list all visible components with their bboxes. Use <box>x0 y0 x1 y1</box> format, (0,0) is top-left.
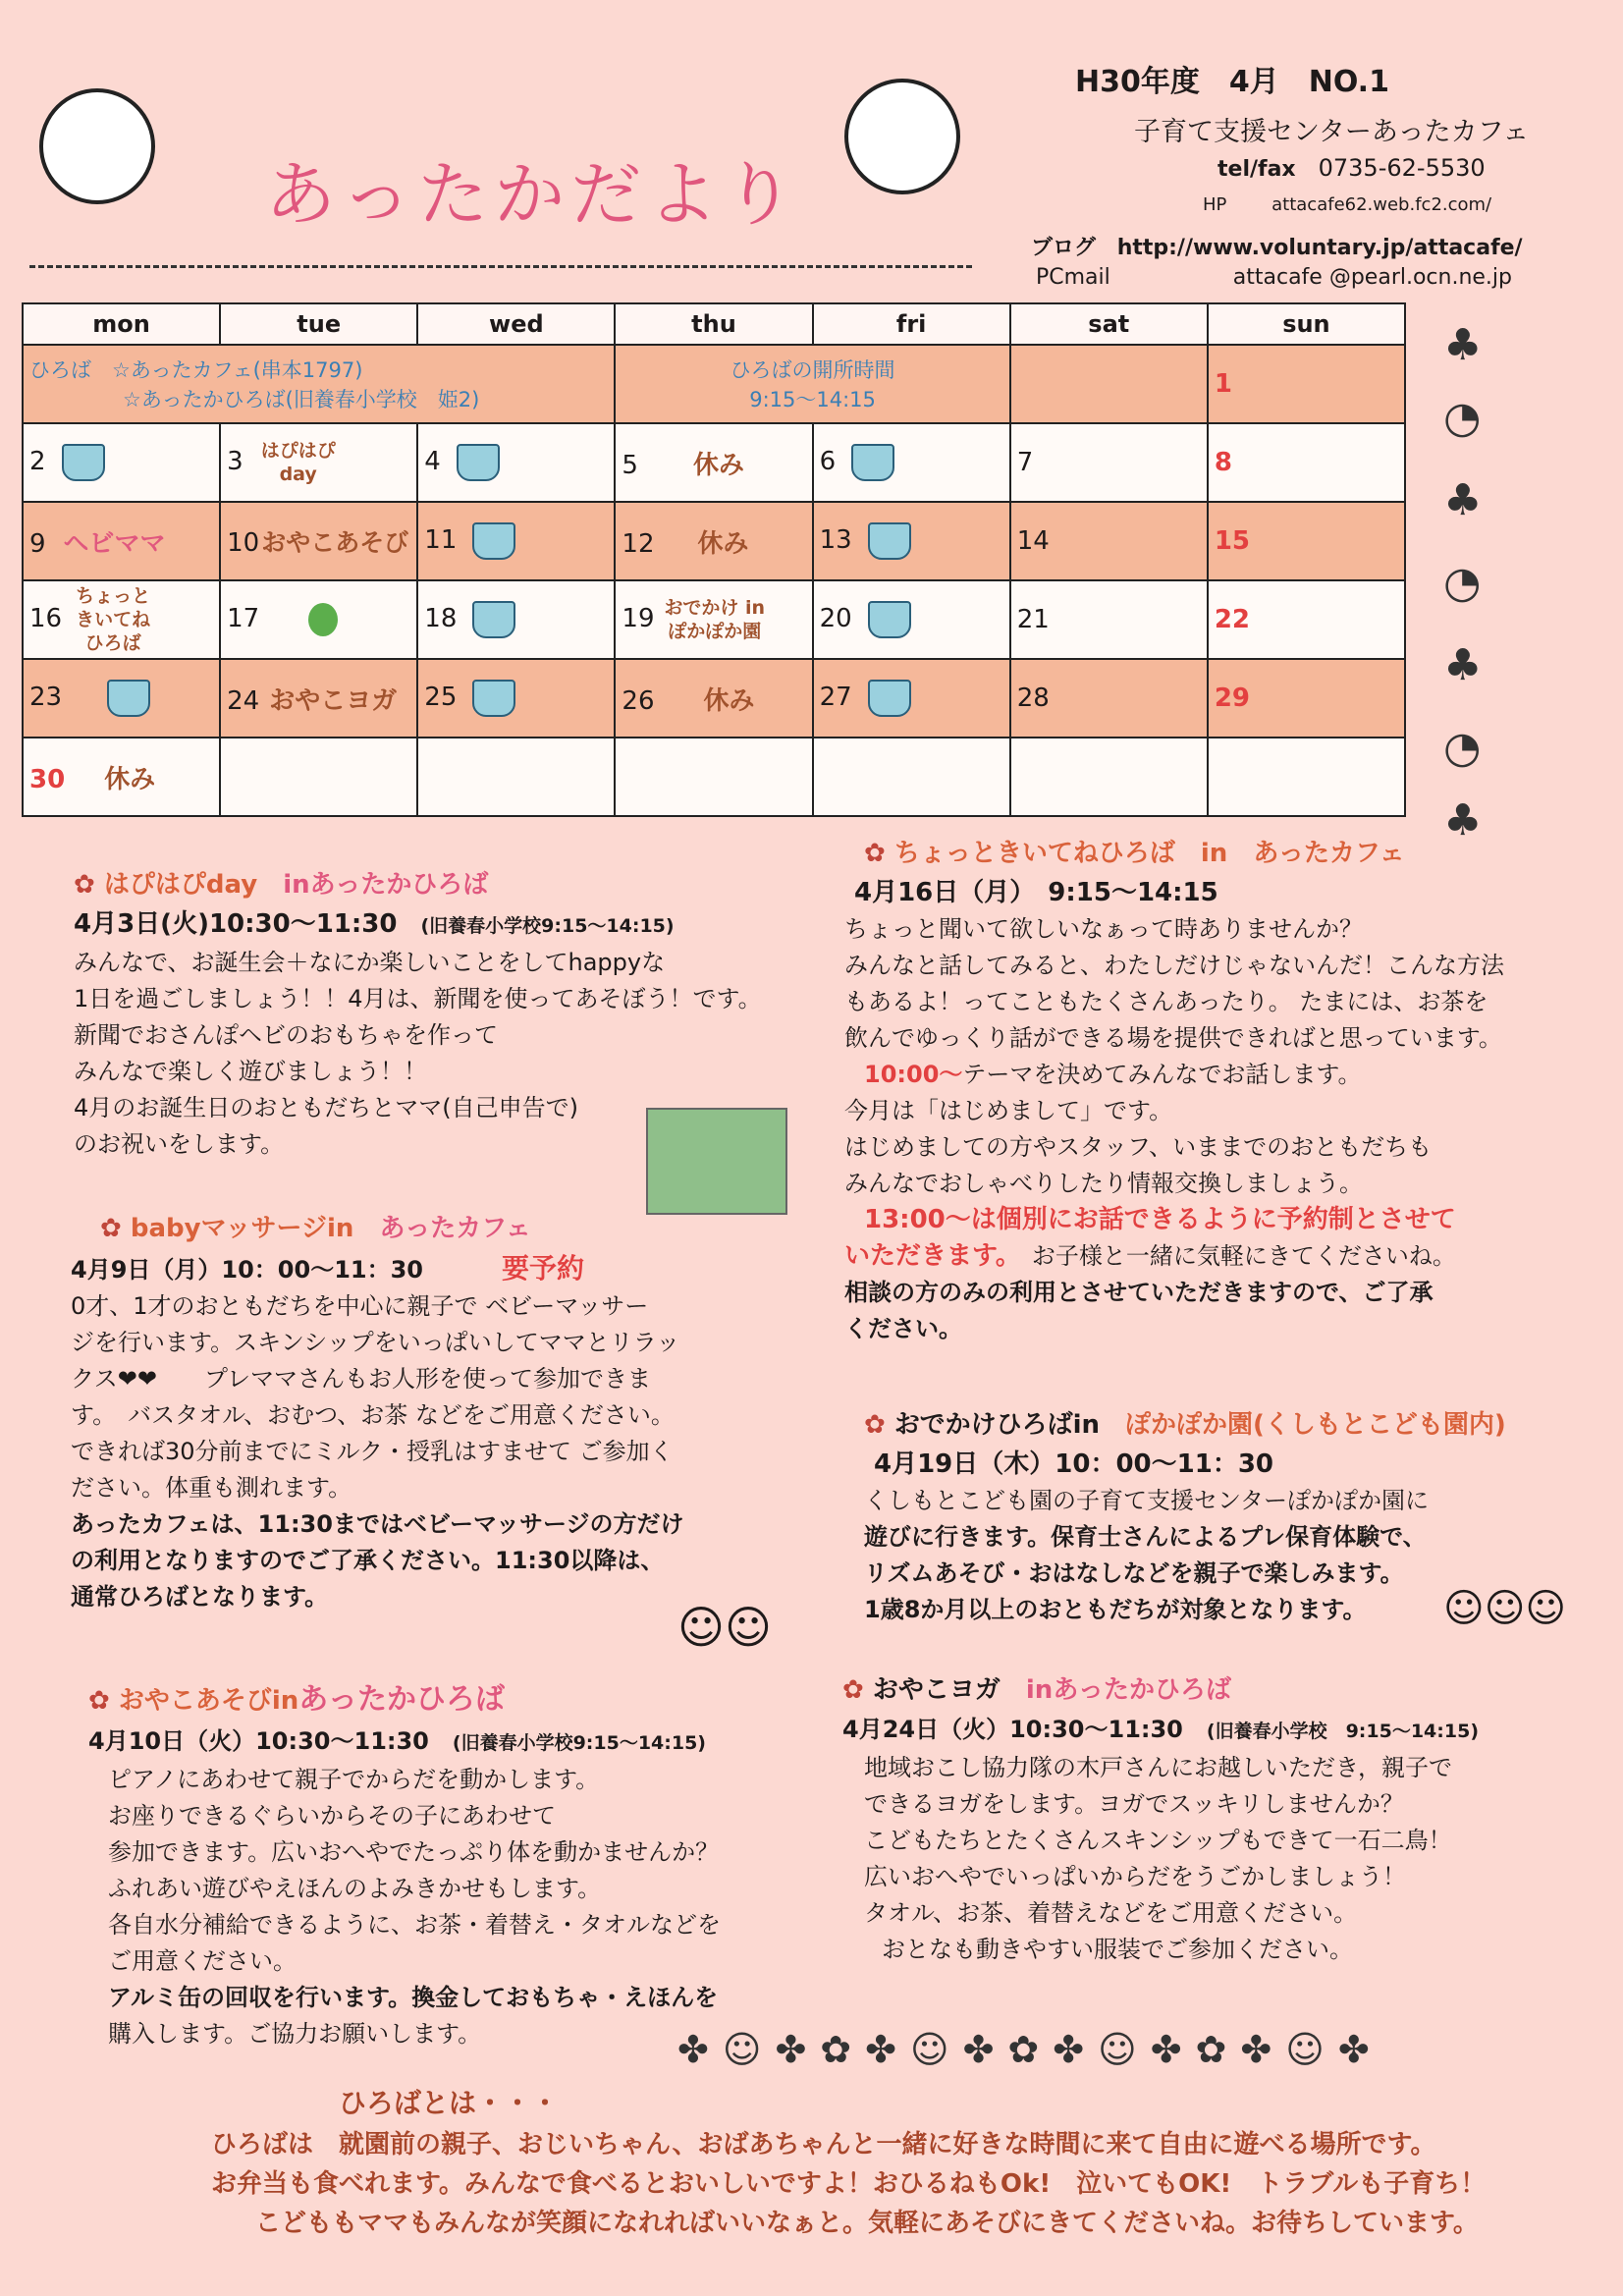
hp-row <box>1203 194 1491 215</box>
closed-label: 休み <box>703 685 755 716</box>
hp-url[interactable]: attacafe62.web.fc2.com/ <box>1271 194 1492 215</box>
cal-cell-16 <box>23 580 220 659</box>
date-note: (旧養春小学校9:15〜14:15) <box>452 1732 706 1754</box>
event-line1: ちょっと <box>76 585 151 607</box>
blog-label: ブログ <box>1031 236 1097 260</box>
flower-icon: ✿ <box>864 1410 886 1440</box>
event-label: ヘビママ <box>63 528 166 559</box>
reservation-required: 要予約 <box>502 1252 585 1285</box>
clover-strawberry-decoration <box>1443 320 1483 846</box>
cal-cell-empty <box>813 738 1010 816</box>
event-line2: ぽかぽか園 <box>668 621 762 642</box>
body-line: ださい。体重も測れます。 <box>71 1474 352 1502</box>
clover-icon: ♣ <box>1443 640 1483 690</box>
date-number: 14 <box>1016 526 1050 556</box>
section-chotto-kiitene <box>844 833 1591 1347</box>
cal-cell-26 <box>615 659 812 738</box>
body-line: あったカフェは、11:30まではベビーマッサージの方だけ <box>71 1510 684 1538</box>
newsletter-title: あったかだより <box>265 153 801 236</box>
hiroba-explanation <box>211 2084 1605 2243</box>
cal-cell-empty <box>1208 738 1405 816</box>
body-line: こどもたちとたくさんスキンシップもできて一石二鳥！ <box>864 1827 1452 1854</box>
body-line: おとなも動きやすい服装でご参加ください。 <box>882 1936 1353 1963</box>
body-line: 4月のお誕生日のおともだちとママ(自己申告で) <box>74 1094 578 1121</box>
baby-photo <box>646 1108 787 1215</box>
body-line: 遊びに行きます。保育士さんによるプレ保育体験で、 <box>864 1523 1427 1551</box>
section-heading <box>88 1674 844 1718</box>
body-line: 広いおへやでいっぱいからだをうごかしましょう！ <box>864 1863 1406 1890</box>
day-header-fri: fri <box>813 303 1010 345</box>
blog-row <box>1031 231 1523 261</box>
event-line2: day <box>279 464 317 485</box>
day-header-thu: thu <box>615 303 812 345</box>
date-number: 26 <box>622 685 655 716</box>
section-heading <box>864 1404 1591 1441</box>
cal-cell-7 <box>1010 423 1208 502</box>
body-line: クス❤❤ プレママさんもお人形を使って参加できま <box>71 1365 652 1393</box>
tel-label: tel/fax <box>1217 157 1296 182</box>
heading-location: ぽかぽか園(くしもとこども園内) <box>1125 1410 1506 1440</box>
cal-cell-10 <box>220 502 417 580</box>
section-baby-massage <box>71 1208 827 1615</box>
heading-text: おでかけひろばin <box>893 1410 1101 1440</box>
body-line: アルミ缶の回収を行います。換金しておもちゃ・えほんを <box>108 1984 719 2011</box>
closed-label: 休み <box>692 450 744 480</box>
event-label: おやこあそび <box>261 528 409 557</box>
body-line: タオル、お茶、着替えなどをご用意ください。 <box>864 1899 1358 1927</box>
section-oyako-yoga <box>842 1669 1598 1968</box>
cal-cell-29 <box>1208 659 1405 738</box>
section-heading <box>842 1669 1598 1706</box>
flower-border-decoration <box>29 265 972 268</box>
body-line: もあるよ！ってこともたくさんあったり。 たまには、お茶を <box>844 988 1488 1015</box>
body-line: みんなでおしゃべりしたり情報交換しましょう。 <box>844 1170 1363 1197</box>
tel-number: 0735-62-5530 <box>1318 154 1486 182</box>
date-text: 4月3日(火)10:30〜11:30 <box>74 909 398 939</box>
opening-hours-time: 9:15〜14:15 <box>749 388 876 411</box>
body-highlight: いただきます。 <box>844 1241 1008 1271</box>
event-date <box>88 1723 844 1762</box>
body-line <box>844 1238 1591 1275</box>
heading-text: おやこヨガ <box>872 1675 1001 1705</box>
cafe-cup-icon <box>472 601 515 638</box>
cafe-cup-icon <box>107 680 150 717</box>
date-number: 4 <box>424 447 441 476</box>
body-line: のお祝いをします。 <box>74 1130 285 1158</box>
cal-cell-8 <box>1208 423 1405 502</box>
body-line: す。 バスタオル、おむつ、お茶 などをご用意ください。 <box>71 1401 675 1429</box>
cal-cell-1 <box>1208 345 1405 423</box>
event-date <box>74 906 820 945</box>
cal-cell-17 <box>220 580 417 659</box>
body-line: 1歳8か月以上のおともだちが対象となります。 <box>864 1596 1367 1623</box>
explanation-line: こどももママもみんなが笑顔になれればいいなぁと。気軽にあそびにきてくださいね。お待ちしています。 <box>255 2209 1479 2238</box>
body-line: 新聞でおさんぽヘビのおもちゃを作って <box>74 1021 498 1049</box>
clover-icon: ♣ <box>1443 475 1483 525</box>
heading-location: inあったかひろば <box>283 870 489 900</box>
cafe-cup-icon <box>868 680 911 717</box>
explanation-line: ひろばは 就園前の親子、おじいちゃん、おばあちゃんと一緒に好きな時間に来て自由に遊べる場所です。 <box>211 2130 1436 2159</box>
cal-cell-28 <box>1010 659 1208 738</box>
date-number: 21 <box>1016 605 1050 634</box>
event-date <box>842 1712 1598 1750</box>
date-number: 23 <box>29 683 63 712</box>
cal-cell-21 <box>1010 580 1208 659</box>
heading-text: おやこあそびin <box>118 1686 299 1716</box>
chick-icon: ◔ <box>1443 393 1482 443</box>
body-line: 飲んでゆっくり話ができる場を提供できればと思っています。 <box>844 1024 1502 1052</box>
location-note-line2: ☆あったかひろば(旧養春小学校 姫2) <box>123 388 480 411</box>
flower-icon: ✿ <box>864 839 886 868</box>
child-illustration-left <box>39 88 155 204</box>
mail-label: PCmail <box>1036 265 1110 290</box>
event-date <box>71 1250 827 1288</box>
date-text: 4月24日（火）10:30〜11:30 <box>842 1716 1183 1743</box>
time-highlight: 10:00〜 <box>864 1061 963 1088</box>
cal-cell-19 <box>615 580 812 659</box>
body-text: お子様と一緒に気軽にきてくださいね。 <box>1007 1242 1456 1270</box>
date-number: 5 <box>622 450 638 480</box>
body-line: の利用となりますのでご了承ください。11:30以降は、 <box>71 1547 665 1574</box>
flower-icon: ✿ <box>74 870 95 900</box>
date-number: 1 <box>1214 369 1232 399</box>
body-line: ピアノにあわせて親子でからだを動かします。 <box>108 1766 600 1793</box>
body-line: 参加できます。広いおへやでたっぷり体を動かませんか？ <box>108 1838 720 1866</box>
calendar-week-5 <box>23 738 1405 816</box>
calendar-week-3 <box>23 580 1405 659</box>
body-line <box>864 1057 1591 1093</box>
body-line: できるヨガをします。ヨガでスッキリしませんか？ <box>864 1790 1404 1818</box>
date-number: 10 <box>227 528 260 558</box>
body-line: ちょっと聞いて欲しいなぁって時ありませんか？ <box>844 915 1363 943</box>
date-note: (旧養春小学校 9:15〜14:15) <box>1206 1721 1479 1742</box>
tree-icon <box>308 603 338 636</box>
cal-cell-empty <box>417 738 615 816</box>
section-heading <box>864 833 1591 869</box>
flower-icon: ✿ <box>842 1675 864 1705</box>
heading-location: あったカフェ <box>379 1214 531 1243</box>
date-number: 3 <box>227 447 243 476</box>
heading-location: in あったカフェ <box>1200 839 1405 868</box>
cal-cell-9 <box>23 502 220 580</box>
date-number: 15 <box>1214 526 1251 556</box>
calendar-header-row <box>23 303 1405 345</box>
day-header-tue: tue <box>220 303 417 345</box>
event-label <box>665 596 765 643</box>
body-line: みんなで楽しく遊びましょう！！ <box>74 1058 427 1085</box>
mail-address[interactable]: attacafe @pearl.ocn.ne.jp <box>1232 265 1513 290</box>
event-label <box>261 439 336 486</box>
calendar-week-0 <box>23 345 1405 423</box>
mail-row <box>1036 265 1512 290</box>
cal-cell-23 <box>23 659 220 738</box>
day-header-sun: sun <box>1208 303 1405 345</box>
section-body <box>844 875 1591 1347</box>
organization-name: 子育て支援センターあったカフェ <box>1134 117 1530 147</box>
body-line: 0才、1才のおともだちを中心に親子で ベビーマッサー <box>71 1292 649 1320</box>
body-line: お座りできるぐらいからその子にあわせて <box>108 1802 556 1830</box>
event-line1: おでかけ in <box>664 597 765 619</box>
body-line: 今月は「はじめまして」です。 <box>844 1097 1173 1124</box>
body-line: 相談の方のみの利用とさせていただきますので、ご了承 <box>844 1279 1434 1306</box>
date-number: 30 <box>29 764 66 794</box>
calendar-week-4 <box>23 659 1405 738</box>
section-body <box>71 1250 827 1615</box>
cal-cell-empty <box>615 738 812 816</box>
child-illustration-right <box>844 79 960 194</box>
date-number: 9 <box>29 528 46 559</box>
day-header-sat: sat <box>1010 303 1208 345</box>
cal-cell-empty <box>1010 345 1208 423</box>
body-line: はじめましての方やスタッフ、いままでのおともだちも <box>844 1133 1433 1161</box>
cafe-cup-icon <box>457 444 500 481</box>
opening-hours-label: ひろばの開所時間 <box>730 358 895 382</box>
section-body <box>842 1712 1598 1968</box>
event-line3: ひろば <box>84 632 141 654</box>
body-line: ご用意ください。 <box>108 1947 297 1975</box>
chick-icon: ◔ <box>1443 723 1482 773</box>
kids-group-illustration: ☺☺☺ <box>1443 1586 1567 1631</box>
heading-text: ちょっときいてねひろば <box>893 839 1175 868</box>
body-line: 1日を過ごしましょう！！4月は、新聞を使ってあそぼう！です。 <box>74 985 762 1012</box>
date-number: 11 <box>424 525 458 555</box>
body-line: できれば30分前までにミルク・授乳はすませて ご参加く <box>71 1438 674 1465</box>
date-number: 17 <box>227 604 260 633</box>
faces-tulips-border: ✤☺✤✿✤☺✤✿✤☺✤✿✤☺✤ <box>677 2028 1383 2071</box>
cafe-cup-icon <box>472 522 515 560</box>
cal-cell-empty <box>1010 738 1208 816</box>
cal-cell-13 <box>813 502 1010 580</box>
day-header-wed: wed <box>417 303 615 345</box>
clover-icon: ♣ <box>1443 320 1483 370</box>
date-text: 4月9日（月）10：00〜11：30 <box>71 1256 423 1284</box>
issue-number: H30年度 4月 NO.1 <box>1075 65 1389 99</box>
location-note-line1: ひろば ☆あったカフェ(串本1797) <box>29 358 363 382</box>
body-text: テーマを決めてみんなでお話します。 <box>962 1061 1362 1088</box>
section-oyako-asobi <box>88 1674 844 2052</box>
date-number: 8 <box>1214 448 1232 477</box>
closed-label: 休み <box>104 764 156 794</box>
date-number: 27 <box>819 683 852 712</box>
date-number: 16 <box>29 604 63 633</box>
date-number: 22 <box>1214 605 1251 634</box>
event-line1: はぴはぴ <box>260 440 336 462</box>
heading-text: babyマッサージin <box>130 1214 354 1243</box>
calendar-week-1 <box>23 423 1405 502</box>
chick-icon: ◔ <box>1443 558 1482 608</box>
event-date: 4月19日（木）10：00〜11：30 <box>874 1449 1273 1479</box>
body-line: 地域おこし協力隊の木戸さんにお越しいただき，親子で <box>864 1754 1453 1781</box>
cal-cell-27 <box>813 659 1010 738</box>
event-label <box>76 584 150 655</box>
date-text: 4月10日（火）10:30〜11:30 <box>88 1727 429 1755</box>
section-heading <box>74 864 820 901</box>
calendar-week-2 <box>23 502 1405 580</box>
cal-cell-22 <box>1208 580 1405 659</box>
date-number: 29 <box>1214 683 1251 713</box>
date-number: 25 <box>424 683 458 712</box>
cafe-cup-icon <box>62 444 105 481</box>
body-line: ください。 <box>844 1315 962 1342</box>
section-body <box>88 1723 844 2052</box>
body-line: ジを行います。スキンシップをいっぱいしてママとリラッ <box>71 1329 680 1356</box>
explanation-heading: ひろばとは・・・ <box>339 2087 560 2119</box>
body-line: 各自水分補給できるように、お茶・着替え・タオルなどを <box>108 1911 721 1939</box>
event-label: おやこヨガ <box>269 685 398 716</box>
body-line: 通常ひろばとなります。 <box>71 1583 329 1611</box>
cal-cell-4 <box>417 423 615 502</box>
cal-cell-6 <box>813 423 1010 502</box>
date-number: 2 <box>29 447 46 476</box>
date-number: 24 <box>227 685 260 716</box>
blog-url[interactable]: http://www.voluntary.jp/attacafe/ <box>1116 236 1523 260</box>
date-number: 20 <box>819 604 852 633</box>
body-line: ふれあい遊びやえほんのよみきかせもします。 <box>108 1875 602 1902</box>
cal-cell-5 <box>615 423 812 502</box>
event-line2: きいてね <box>76 609 151 630</box>
hp-label: HP <box>1203 194 1227 215</box>
body-line: みんなと話してみると、わたしだけじゃないんだ！こんな方法 <box>844 952 1504 979</box>
date-number: 28 <box>1016 683 1050 713</box>
cal-cell-25 <box>417 659 615 738</box>
kids-playing-illustration: ☺☺ <box>677 1601 772 1654</box>
day-header-mon: mon <box>23 303 220 345</box>
date-number: 6 <box>819 447 837 476</box>
event-date: 4月16日（月） 9:15〜14:15 <box>854 878 1218 907</box>
heading-text: はぴはぴday <box>103 870 258 900</box>
date-number: 18 <box>424 604 458 633</box>
cal-cell-11 <box>417 502 615 580</box>
date-number: 13 <box>819 525 852 555</box>
heading-location: あったかひろば <box>298 1682 505 1717</box>
opening-hours-note <box>615 345 1009 423</box>
body-line: 13:00〜は個別にお話できるように予約制とさせて <box>864 1205 1456 1234</box>
cal-cell-15 <box>1208 502 1405 580</box>
cal-cell-30 <box>23 738 220 816</box>
date-number: 19 <box>622 604 655 633</box>
cal-cell-20 <box>813 580 1010 659</box>
body-line: 購入します。ご協力お願いします。 <box>108 2020 482 2048</box>
heading-location: inあったかひろば <box>1025 1675 1232 1705</box>
flower-icon: ✿ <box>88 1686 110 1716</box>
cal-cell-18 <box>417 580 615 659</box>
body-line: くしもとこども園の子育て支援センターぽかぽか園に <box>864 1487 1430 1514</box>
tel-row <box>1217 154 1486 182</box>
date-note: (旧養春小学校9:15〜14:15) <box>420 915 675 937</box>
cal-cell-3 <box>220 423 417 502</box>
explanation-line: お弁当も食べれます。みんなで食べるとおいしいですよ！おひるねもOk! 泣いてもOK! トラブルも子育ち！ <box>211 2169 1487 2199</box>
date-number: 12 <box>622 528 655 559</box>
cal-cell-empty <box>220 738 417 816</box>
closed-label: 休み <box>697 528 749 559</box>
cafe-cup-icon <box>868 522 911 560</box>
cal-cell-24 <box>220 659 417 738</box>
cafe-cup-icon <box>851 444 894 481</box>
body-line: みんなで、お誕生会＋なにか楽しいことをしてhappyな <box>74 949 666 976</box>
cal-cell-12 <box>615 502 812 580</box>
cal-cell-14 <box>1010 502 1208 580</box>
clover-icon: ♣ <box>1443 795 1483 846</box>
date-number: 7 <box>1016 448 1034 477</box>
april-calendar <box>22 302 1406 817</box>
cal-cell-2 <box>23 423 220 502</box>
hiroba-location-note <box>23 345 615 423</box>
flower-icon: ✿ <box>100 1214 122 1243</box>
cafe-cup-icon <box>472 680 515 717</box>
body-line: リズムあそび・おはなしなどを親子で楽しみます。 <box>864 1559 1404 1587</box>
section-heading <box>100 1208 827 1244</box>
cafe-cup-icon <box>868 601 911 638</box>
